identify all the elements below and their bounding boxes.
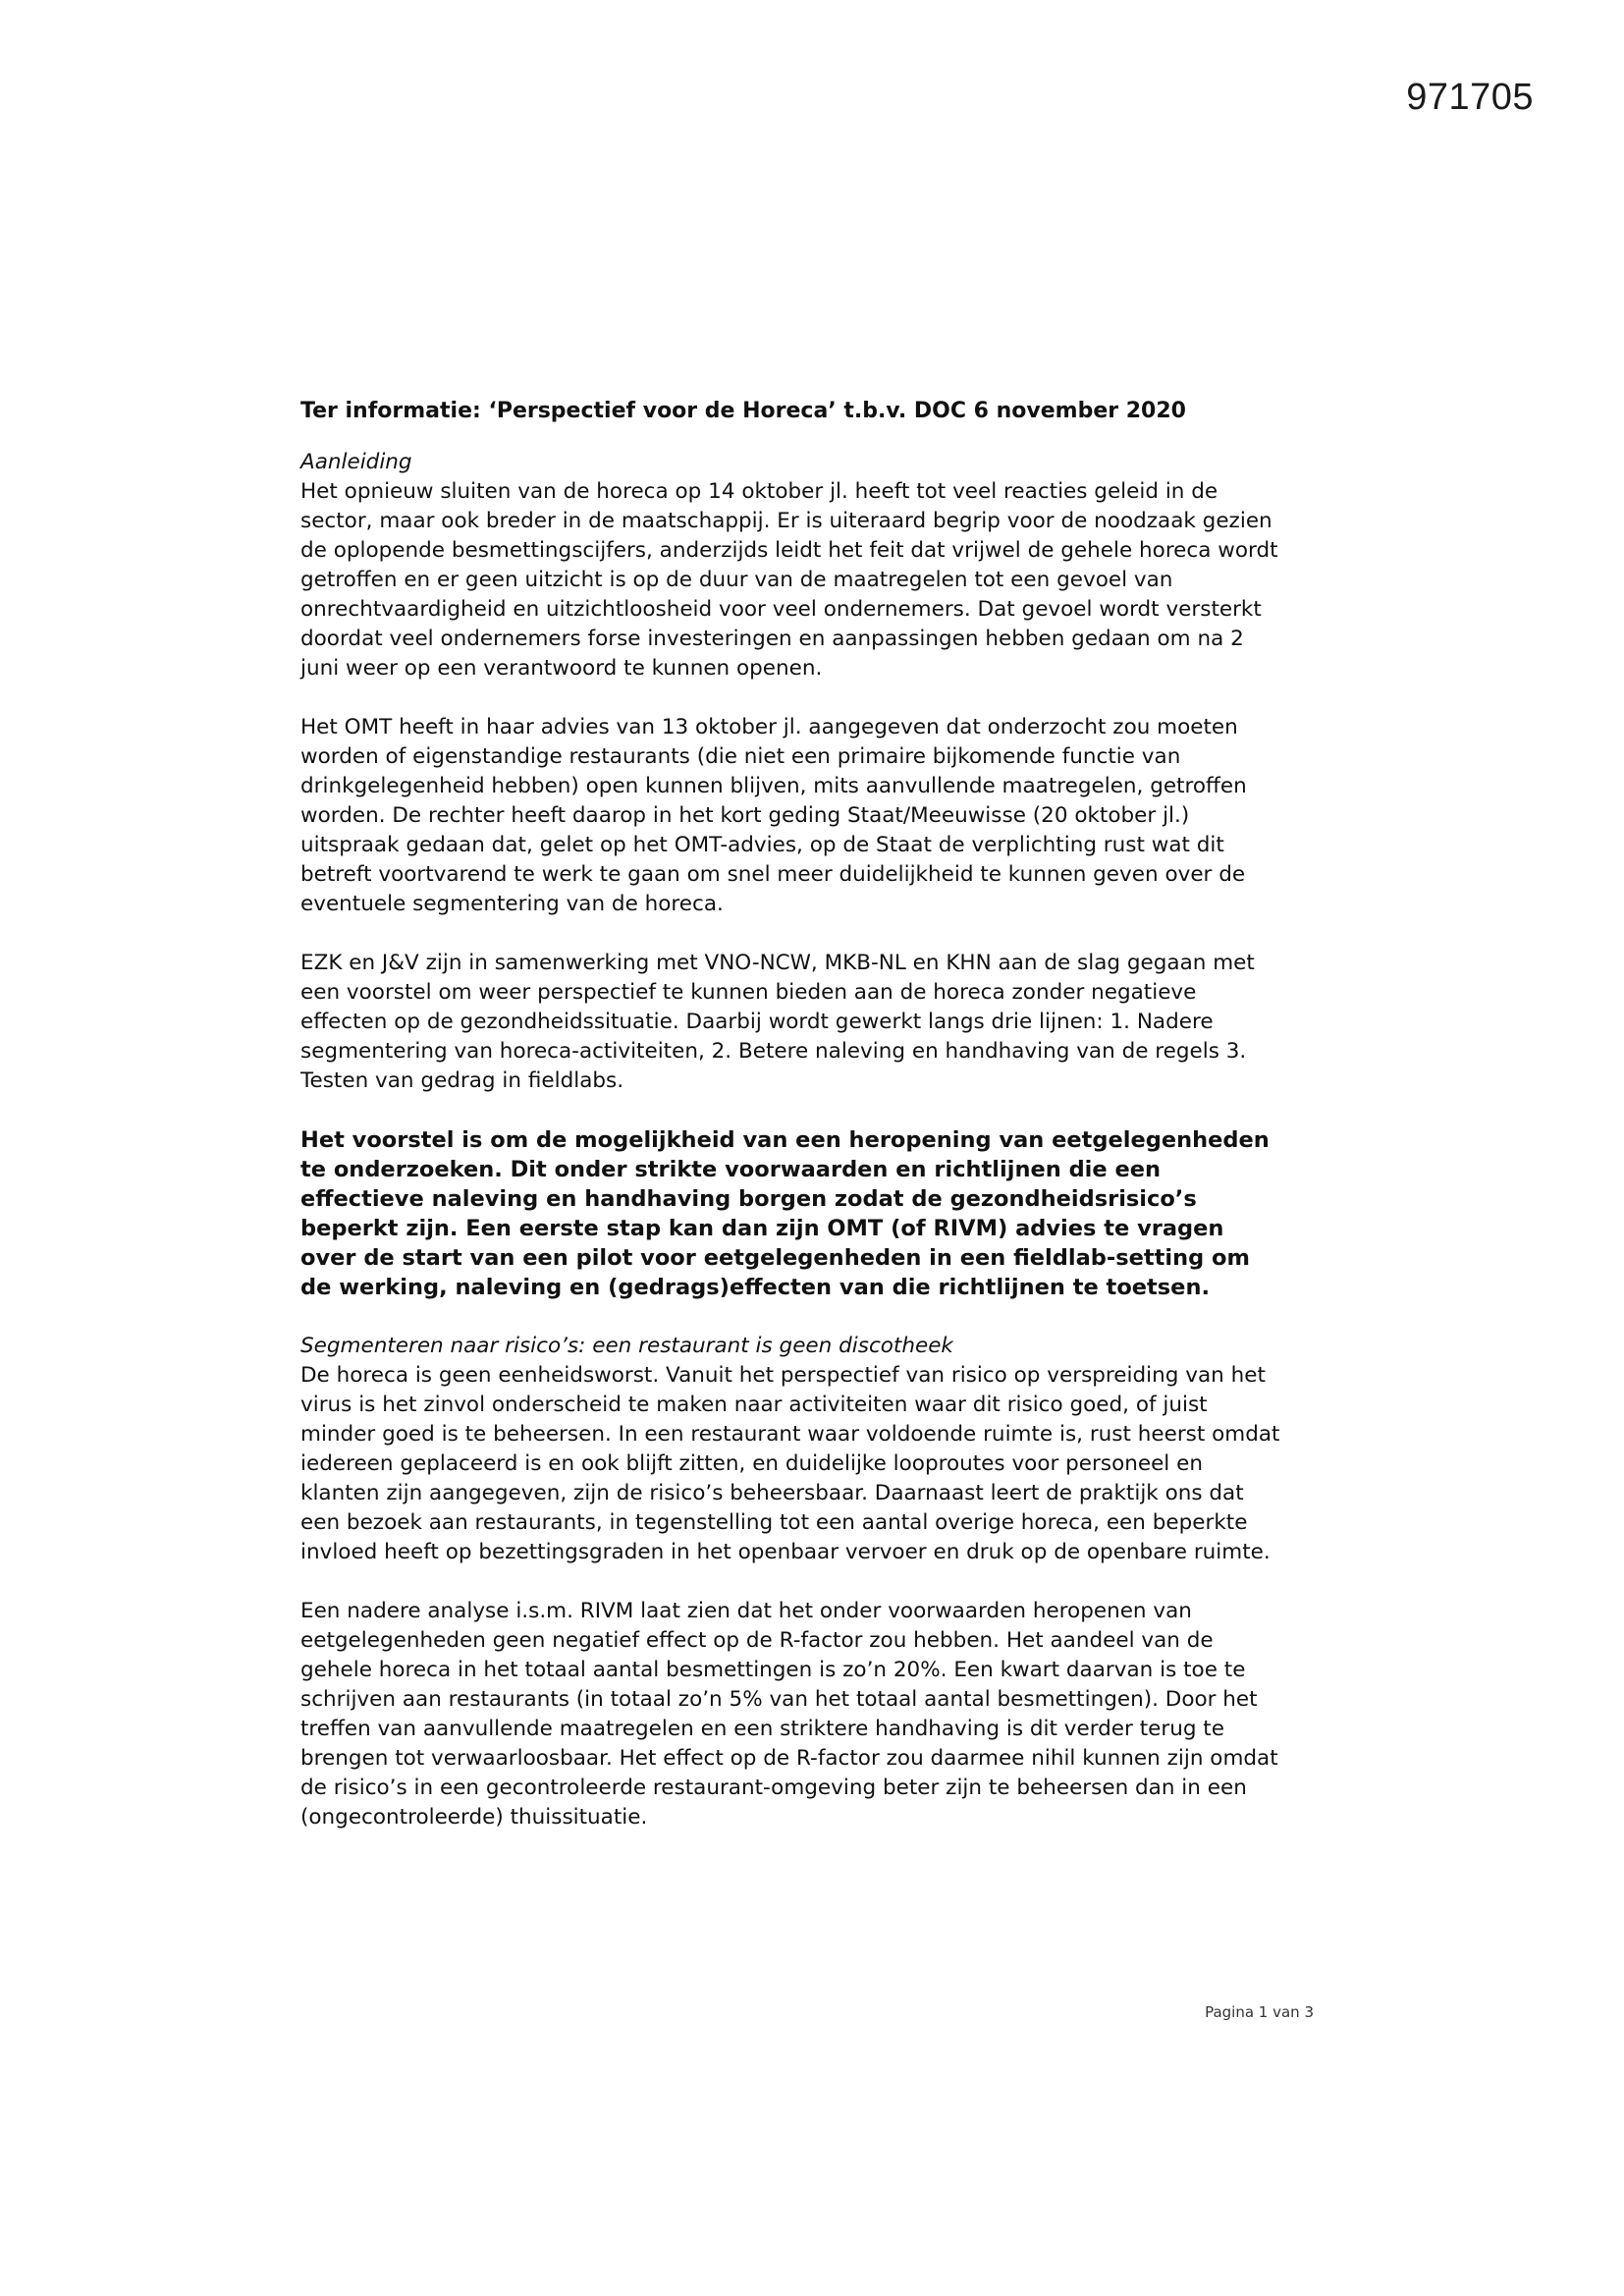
section-heading-aanleiding: Aanleiding: [300, 450, 412, 474]
paragraph-1: Het opnieuw sluiten van de horeca op 14 oktober jl. heeft tot veel reacties geleid in de sector, maar ook breder in de maatschappij. Er is uiteraard begrip voor de noodzaak gezien de oplopende besmettingscijfers, anderzijds leidt het feit dat vrijwel de gehele horeca wordt getroffen en er geen uitzicht is op de duur van de maatregelen tot een gevoel van onrechtvaardigheid en uitzichtloosheid voor veel ondernemers. Dat gevoel wordt versterkt doordat veel ondernemers forse investeringen en aanpassingen hebben gedaan om na 2 juni weer op een verantwoord te kunnen openen.: [300, 479, 1278, 681]
document-title: Ter informatie: ‘Perspectief voor de Horeca’ t.b.v. DOC 6 november 2020: [300, 399, 1186, 423]
paragraph-6: Een nadere analyse i.s.m. RIVM laat zien dat het onder voorwaarden heropenen van eetgelegenheden geen negatief effect op de R-factor zou hebben. Het aandeel van de gehele horeca in het totaal aantal besmettingen is zo’n 20%. Een kwart daarvan is toe te schrijven aan restaurants (in totaal zo’n 5% van het totaal aantal besmettingen). Door het treffen van aanvullende maatregelen en een striktere handhaving is dit verder terug te brengen tot verwaarloosbaar. Het effect op de R-factor zou daarmee nihil kunnen zijn omdat de risico’s in een gecontroleerde restaurant-omgeving beter zijn te beheersen dan in een (ongecontroleerde) thuissituatie.: [300, 1599, 1278, 1830]
section-heading-segmenteren: Segmenteren naar risico’s: een restaurant is geen discotheek: [300, 1334, 953, 1358]
page-footer: Pagina 1 van 3: [1205, 2003, 1314, 2021]
paragraph-5: De horeca is geen eenheidsworst. Vanuit het perspectief van risico op verspreiding van het virus is het zinvol onderscheid te maken naar activiteiten waar dit risico goed, of juist minder goed is te beheersen. In een restaurant waar voldoende ruimte is, rust heerst omdat iedereen geplaceerd is en ook blijft zitten, en duidelijke looproutes voor personeel en klanten zijn aangegeven, zijn de risico’s beheersbaar. Daarnaast leert de praktijk ons dat een bezoek aan restaurants, in tegenstelling tot een aantal overige horeca, een beperkte invloed heeft op bezettingsgraden in het openbaar vervoer en druk op de openbare ruimte.: [300, 1363, 1280, 1564]
paragraph-3: EZK en J&V zijn in samenwerking met VNO-NCW, MKB-NL en KHN aan de slag gegaan met een voorstel om weer perspectief te kunnen bieden aan de horeca zonder negatieve effecten op de gezondheidssituatie. Daarbij wordt gewerkt langs drie lijnen: 1. Nadere segmentering van horeca-activiteiten, 2. Betere naleving en handhaving van de regels 3. Testen van gedrag in fieldlabs.: [300, 951, 1255, 1093]
document-number: 971705: [1406, 77, 1534, 118]
paragraph-proposal: Het voorstel is om de mogelijkheid van een heropening van eetgelegenheden te onderzoeken. Dit onder strikte voorwaarden en richtlijnen die een effectieve naleving en handhaving borgen zodat de gezondheidsrisico’s beperkt zijn. Een eerste stap kan dan zijn OMT (of RIVM) advies te vragen over de start van een pilot voor eetgelegenheden in een fieldlab-setting om de werking, naleving en (gedrags)effecten van die richtlijnen te toetsen.: [300, 1127, 1270, 1300]
document-body: [300, 397, 1282, 1862]
paragraph-2: Het OMT heeft in haar advies van 13 oktober jl. aangegeven dat onderzocht zou moeten worden of eigenstandige restaurants (die niet een primaire bijkomende functie van drinkgelegenheid hebben) open kunnen blijven, mits aanvullende maatregelen, getroffen worden. De rechter heeft daarop in het kort geding Staat/Meeuwisse (20 oktober jl.) uitspraak gedaan dat, gelet op het OMT-advies, op de Staat de verplichting rust wat dit betreft voortvarend te werk te gaan om snel meer duidelijkheid te kunnen geven over de eventuele segmentering van de horeca.: [300, 715, 1247, 916]
